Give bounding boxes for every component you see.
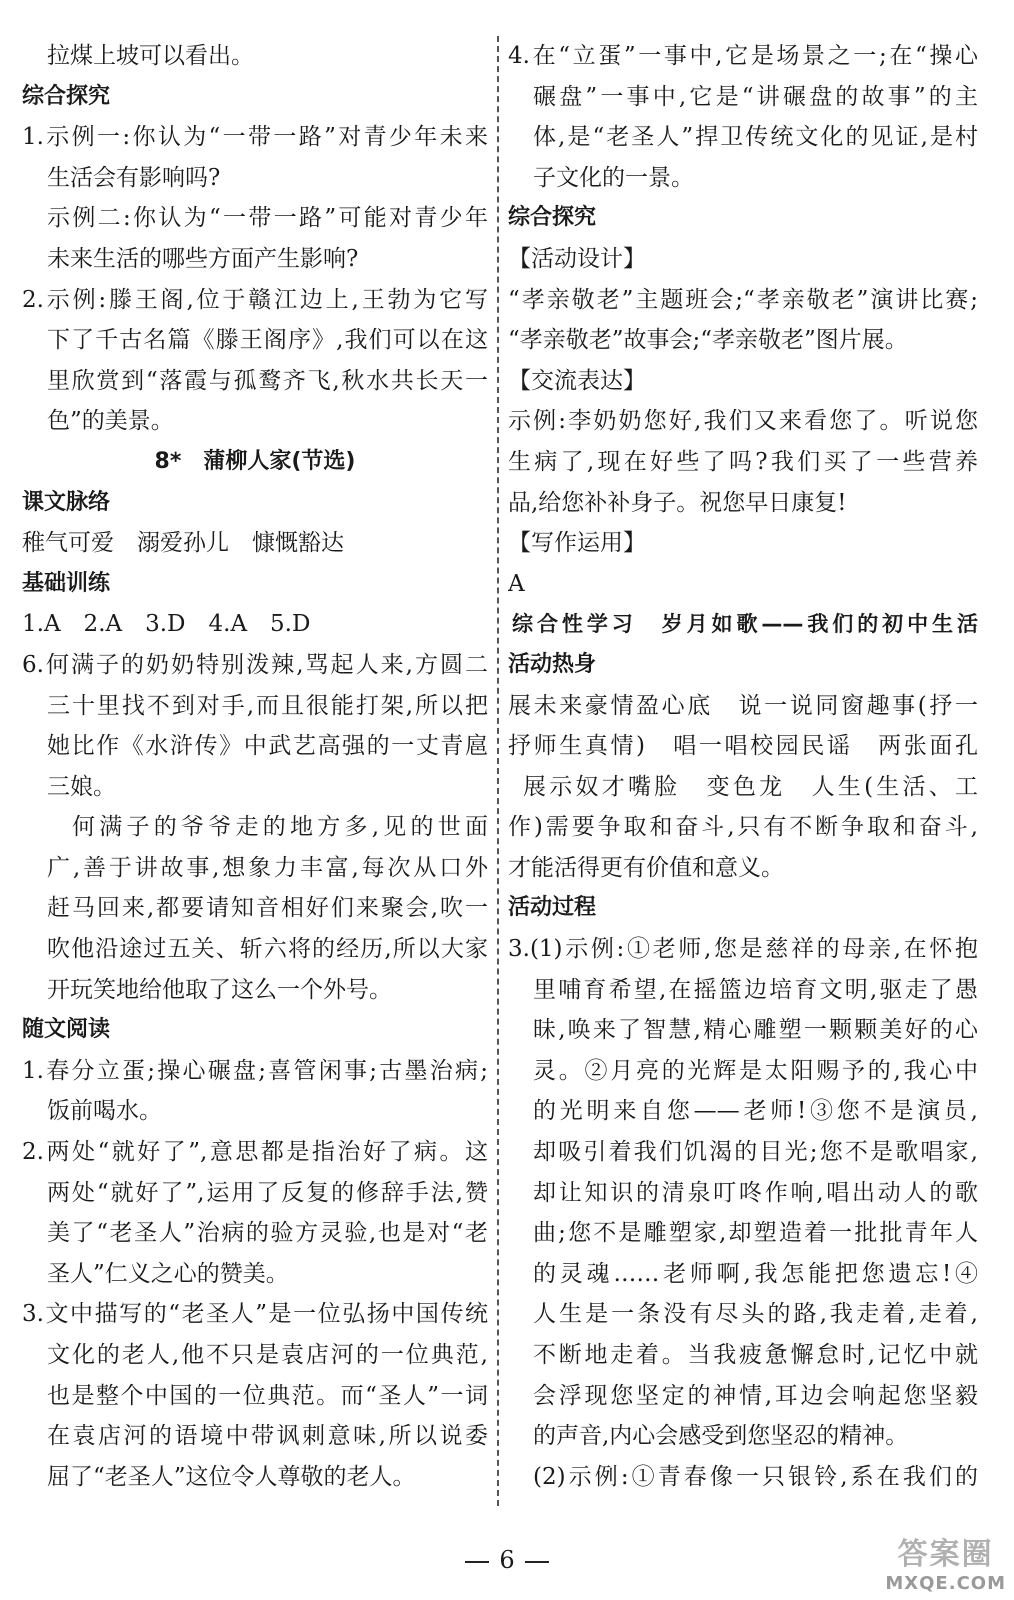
left-text-line: 1.示例一:你认为“一带一路”对青少年未来	[22, 124, 488, 151]
left-text-line: 生活会有影响吗?	[47, 164, 221, 191]
right-text-line: 却吸引着我们饥渴的目光;您不是歌唱家,	[533, 1139, 978, 1166]
right-text-line: 生病了,现在好些了吗?我们买了一些营养	[508, 448, 978, 475]
right-text-line: 品,给您补补身子。祝您早日康复!	[508, 489, 847, 516]
left-text-line: 2.两处“就好了”,意思都是指治好了病。这	[22, 1139, 488, 1166]
left-text-line: 赶马回来,都要请知音相好们来聚会,吹一	[47, 895, 488, 922]
right-text-line: 【写作运用】	[508, 530, 646, 557]
right-text-line: 体,是“老圣人”捍卫传统文化的见证,是村	[533, 124, 978, 151]
left-text-line: 稚气可爱 溺爱孙儿 慷慨豁达	[22, 530, 344, 557]
right-text-line: 活动热身	[508, 651, 597, 677]
right-text-line: “孝亲敬老”主题班会;“孝亲敬老”演讲比赛;	[508, 286, 978, 313]
left-text-line: 色”的美景。	[47, 408, 174, 435]
column-divider	[497, 36, 499, 1506]
left-text-line: 1.春分立蛋;操心碾盘;喜管闲事;古墨治病;	[22, 1057, 488, 1084]
left-text-line: 下了千古名篇《滕王阁序》,我们可以在这	[47, 327, 488, 354]
left-text-line: 广,善于讲故事,想象力丰富,每次从口外	[47, 854, 488, 881]
right-text-line: 才能活得更有价值和意义。	[508, 854, 784, 881]
left-column	[22, 36, 488, 1497]
right-text-line: 碾盘”一事中,它是“讲碾盘的故事”的主	[533, 83, 978, 110]
right-text-line: 4.在“立蛋”一事中,它是场景之一;在“操心	[508, 43, 978, 69]
right-text-line: “孝亲敬老”故事会;“孝亲敬老”图片展。	[508, 327, 908, 354]
right-text-line: 示例:李奶奶您好,我们又来看您了。听说您	[508, 408, 978, 435]
left-text-line: 她比作《水浒传》中武艺高强的一丈青扈	[47, 733, 488, 760]
left-text-line: 课文脉络	[22, 489, 111, 515]
left-text-line: 圣人”仁义之心的赞美。	[47, 1260, 289, 1287]
left-text-line: 美了“老圣人”治病的验方灵验,也是对“老	[47, 1220, 488, 1247]
left-text-line: 在袁店河的语境中带讽刺意味,所以说委	[47, 1423, 488, 1450]
right-text-line: 3.(1)示例:①老师,您是慈祥的母亲,在怀抱	[508, 936, 978, 963]
right-text-line: 的声音,内心会感受到您坚忍的精神。	[533, 1423, 909, 1450]
left-text-line: 也是整个中国的一位典范。而“圣人”一词	[47, 1382, 488, 1409]
left-text-line: 三十里找不到对手,而且很能打架,所以把	[47, 692, 488, 719]
right-text-line: 展未来豪情盈心底 说一说同窗趣事(抒一	[508, 692, 978, 719]
right-text-line: 会浮现您坚定的神情,耳边会响起您坚毅	[533, 1382, 978, 1409]
left-text-line: 6.何满子的奶奶特别泼辣,骂起人来,方圆二	[22, 651, 488, 678]
right-text-line: 不断地走着。当我疲惫懈怠时,记忆中就	[533, 1342, 978, 1368]
left-text-line: 屈了“老圣人”这位令人尊敬的老人。	[47, 1463, 416, 1490]
right-text-line: 却让知识的清泉叮咚作响,唱出动人的歌	[533, 1179, 978, 1206]
left-text-line: 随文阅读	[22, 1017, 111, 1043]
watermark-logo-text: 答案圈	[897, 1537, 994, 1572]
page-number	[0, 1545, 1014, 1575]
right-text-line: 【交流表达】	[508, 367, 646, 394]
right-text-line: 的光明来自您——老师!③您不是演员,	[533, 1098, 978, 1125]
right-text-line: (2)示例:①青春像一只银铃,系在我们的	[533, 1463, 978, 1490]
right-column	[508, 36, 978, 1497]
left-text-line: 开玩笑地给他取了这么一个外号。	[47, 976, 392, 1003]
right-text-line: 展示奴才嘴脸 变色龙 人生(生活、工	[523, 773, 978, 800]
right-text-line: A	[508, 570, 525, 597]
left-text-line: 何满子的爷爷走的地方多,见的世面	[72, 814, 488, 841]
right-text-line: 作)需要争取和奋斗,只有不断争取和奋斗,	[508, 814, 978, 841]
right-text-line: 活动过程	[508, 895, 597, 921]
right-text-line: 抒师生真情) 唱一唱校园民谣 两张面孔	[508, 733, 978, 760]
left-text-line: 综合探究	[22, 83, 111, 109]
left-text-line: 里欣赏到“落霞与孤鹜齐飞,秋水共长天一	[47, 367, 488, 394]
right-text-line: 的灵魂……老师啊,我怎能把您遗忘!④	[533, 1260, 978, 1287]
left-text-line: 基础训练	[22, 570, 111, 596]
left-text-line: 吹他沿途过五关、斩六将的经历,所以大家	[47, 936, 488, 963]
right-text-line: 灵。②月亮的光辉是太阳赐予的,我心中	[533, 1057, 978, 1084]
right-text-line: 昧,唤来了智慧,精心雕塑一颗颗美好的心	[533, 1017, 978, 1044]
page-number-value: 6	[499, 1546, 515, 1574]
left-text-line: 两处“就好了”,运用了反复的修辞手法,赞	[47, 1179, 488, 1206]
left-text-line: 3.文中描写的“老圣人”是一位弘扬中国传统	[22, 1301, 488, 1328]
left-text-line: 文化的老人,他不只是袁店河的一位典范,	[47, 1342, 488, 1368]
left-text-line: 拉煤上坡可以看出。	[47, 43, 254, 69]
left-text-line: 8* 蒲柳人家(节选)	[154, 448, 356, 474]
right-text-line: 综合探究	[508, 205, 597, 231]
watermark	[885, 1529, 1006, 1594]
watermark-url: MXQE.COM	[885, 1573, 1006, 1594]
left-text-line: 三娘。	[47, 773, 116, 800]
right-text-line: 曲;您不是雕塑家,却塑造着一批批青年人	[533, 1220, 978, 1247]
left-text-line: 未来生活的哪些方面产生影响?	[47, 245, 359, 272]
left-text-line: 示例二:你认为“一带一路”可能对青少年	[47, 205, 488, 232]
right-text-line: 子文化的一景。	[533, 164, 694, 191]
left-text-line: 1.A 2.A 3.D 4.A 5.D	[22, 611, 311, 638]
right-text-line: 里哺育希望,在摇篮边培育文明,驱走了愚	[533, 976, 978, 1003]
right-text-line: 【活动设计】	[508, 245, 646, 272]
right-text-line: 综合性学习 岁月如歌——我们的初中生活	[512, 612, 978, 637]
left-text-line: 饭前喝水。	[47, 1098, 162, 1125]
left-text-line: 2.示例:滕王阁,位于赣江边上,王勃为它写	[22, 286, 488, 313]
right-text-line: 人生是一条没有尽头的路,我走着,走着,	[533, 1301, 978, 1328]
